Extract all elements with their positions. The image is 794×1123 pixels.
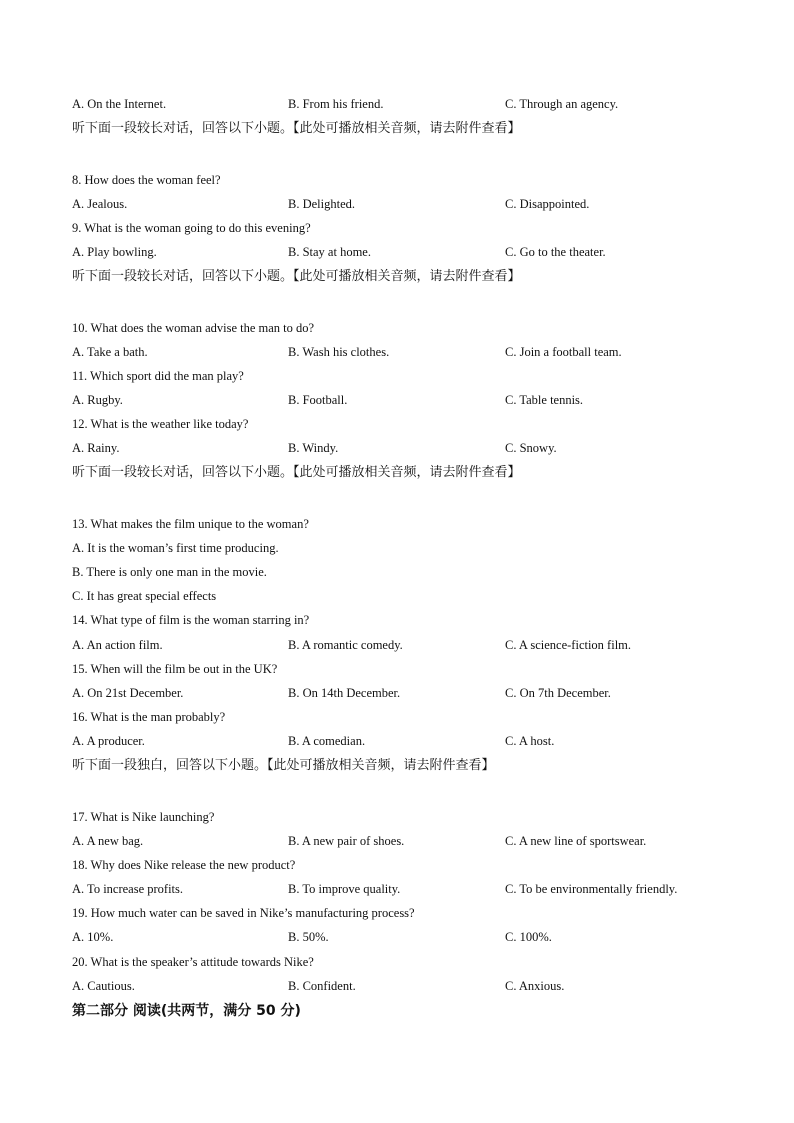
- q16-option-c: C. A host.: [505, 734, 555, 748]
- listening-instruction-2: 听下面一段较长对话，回答以下小题。【此处可播放相关音频，请去附件查看】: [72, 269, 521, 284]
- q7-option-c: C. Through an agency.: [505, 97, 619, 111]
- listening-instruction-4: 听下面一段独白，回答以下小题。【此处可播放相关音频，请去附件查看】: [72, 758, 495, 773]
- q17-options: [72, 833, 732, 849]
- section-heading: 第二部分 阅读(共两节，满分 50 分): [72, 1003, 301, 1019]
- q20-option-c: C. Anxious.: [505, 979, 565, 993]
- q8-option-a: A. Jealous.: [72, 197, 128, 211]
- q16-stem: 16. What is the man probably?: [72, 710, 226, 724]
- q10-option-c: C. Join a football team.: [505, 345, 622, 359]
- q8-option-c: C. Disappointed.: [505, 197, 590, 211]
- q17-option-a: A. A new bag.: [72, 834, 144, 848]
- q16-option-b: B. A comedian.: [288, 734, 366, 748]
- q10-options: [72, 344, 732, 360]
- q11-option-c: C. Table tennis.: [505, 393, 584, 407]
- q13-option-b: B. There is only one man in the movie.: [72, 565, 267, 579]
- q12-option-c: C. Snowy.: [505, 441, 557, 455]
- q18-stem: 18. Why does Nike release the new product?: [72, 858, 296, 872]
- q14-option-b: B. A romantic comedy.: [288, 638, 403, 652]
- q13-option-a: A. It is the woman’s first time producing.: [72, 541, 279, 555]
- q10-stem: 10. What does the woman advise the man to do?: [72, 321, 315, 335]
- q11-option-a: A. Rugby.: [72, 393, 123, 407]
- q18-option-c: C. To be environmentally friendly.: [505, 882, 678, 896]
- q20-option-a: A. Cautious.: [72, 979, 135, 993]
- q9-option-b: B. Stay at home.: [288, 245, 371, 259]
- q17-option-c: C. A new line of sportswear.: [505, 834, 647, 848]
- q11-stem: 11. Which sport did the man play?: [72, 369, 244, 383]
- q12-stem: 12. What is the weather like today?: [72, 417, 249, 431]
- q10-option-a: A. Take a bath.: [72, 345, 148, 359]
- q19-option-b: B. 50%.: [288, 930, 329, 944]
- q20-option-b: B. Confident.: [288, 979, 356, 993]
- q9-stem: 9. What is the woman going to do this evening?: [72, 221, 311, 235]
- q8-stem: 8. How does the woman feel?: [72, 173, 221, 187]
- q16-option-a: A. A producer.: [72, 734, 145, 748]
- q19-option-c: C. 100%.: [505, 930, 552, 944]
- q16-options: [72, 733, 732, 749]
- q15-option-b: B. On 14th December.: [288, 686, 401, 700]
- listening-instruction-1: 听下面一段较长对话，回答以下小题。【此处可播放相关音频，请去附件查看】: [72, 121, 521, 136]
- q18-option-b: B. To improve quality.: [288, 882, 401, 896]
- q11-options: [72, 392, 732, 408]
- q13-option-c: C. It has great special effects: [72, 589, 217, 603]
- q15-option-c: C. On 7th December.: [505, 686, 611, 700]
- q13-stem: 13. What makes the film unique to the woman?: [72, 517, 309, 531]
- q17-stem: 17. What is Nike launching?: [72, 810, 215, 824]
- q7-options: [72, 96, 732, 112]
- q11-option-b: B. Football.: [288, 393, 348, 407]
- q15-option-a: A. On 21st December.: [72, 686, 184, 700]
- q14-stem: 14. What type of film is the woman starring in?: [72, 613, 310, 627]
- q19-option-a: A. 10%.: [72, 930, 114, 944]
- q20-options: [72, 978, 732, 994]
- q7-option-b: B. From his friend.: [288, 97, 384, 111]
- q20-stem: 20. What is the speaker’s attitude towards Nike?: [72, 955, 314, 969]
- q9-option-a: A. Play bowling.: [72, 245, 157, 259]
- q15-options: [72, 685, 732, 701]
- q18-option-a: A. To increase profits.: [72, 882, 184, 896]
- listening-instruction-3: 听下面一段较长对话，回答以下小题。【此处可播放相关音频，请去附件查看】: [72, 465, 521, 480]
- q9-option-c: C. Go to the theater.: [505, 245, 606, 259]
- q12-option-a: A. Rainy.: [72, 441, 120, 455]
- q8-options: [72, 196, 732, 212]
- q15-stem: 15. When will the film be out in the UK?: [72, 662, 278, 676]
- q14-options: [72, 637, 732, 653]
- q12-option-b: B. Windy.: [288, 441, 339, 455]
- q12-options: [72, 440, 732, 456]
- q19-options: [72, 929, 732, 945]
- q19-stem: 19. How much water can be saved in Nike’s manufacturing process?: [72, 906, 415, 920]
- q7-option-a: A. On the Internet.: [72, 97, 167, 111]
- q14-option-a: A. An action film.: [72, 638, 163, 652]
- q14-option-c: C. A science-fiction film.: [505, 638, 632, 652]
- q10-option-b: B. Wash his clothes.: [288, 345, 390, 359]
- q8-option-b: B. Delighted.: [288, 197, 356, 211]
- q17-option-b: B. A new pair of shoes.: [288, 834, 405, 848]
- q18-options: [72, 881, 732, 897]
- q9-options: [72, 244, 732, 260]
